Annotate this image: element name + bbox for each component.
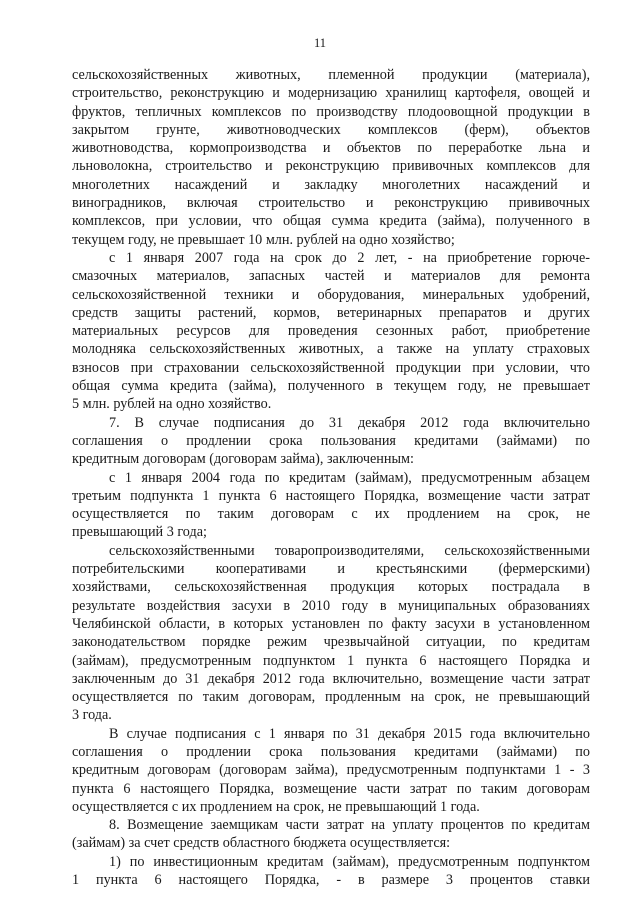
paragraph bbox=[72, 853, 590, 890]
text-line: превышающий 3 года; bbox=[72, 524, 207, 541]
text-line: В случае подписания с 1 января по 31 декабря 2015 года включительно bbox=[109, 725, 590, 742]
text-line: с 1 января 2007 года на срок до 2 лет, - на приобретение горюче- bbox=[109, 249, 590, 266]
text-line: молодняка сельскохозяйственных животных, а также на уплату страховых bbox=[72, 341, 590, 358]
paragraph bbox=[72, 66, 590, 249]
text-line: результате воздействия засухи в 2010 году в муниципальных образованиях bbox=[72, 597, 590, 614]
text-line: с 1 января 2004 года по кредитам (займам), предусмотренным абзацем bbox=[109, 469, 590, 486]
text-line: (займам), предусмотренным подпунктом 1 пункта 6 настоящего Порядка и bbox=[72, 652, 590, 669]
text-line: 3 года. bbox=[72, 707, 112, 724]
page-number: 11 bbox=[313, 36, 327, 50]
text-line: осуществляется по таким договорам, продленным на срок, не превышающий bbox=[72, 689, 590, 706]
text-line: Челябинской области, в которых установлен по факту засухи в установленном bbox=[72, 615, 590, 632]
text-line: сельскохозяйственных животных, племенной продукции (материала), bbox=[72, 67, 590, 83]
text-line: средств защиты растений, кормов, ветеринарных препаратов и других bbox=[72, 304, 590, 321]
text-line: строительство, реконструкцию и модернизацию хранилищ картофеля, овощей и bbox=[72, 85, 590, 102]
text-line: 7. В случае подписания до 31 декабря 2012 года включительно bbox=[109, 414, 590, 431]
text-line: льноволокна, строительство и реконструкцию прививочных комплексов для bbox=[72, 158, 590, 175]
text-line: осуществляется по таким договорам с их продлением на срок, не bbox=[72, 506, 590, 523]
text-line: виноградников, включая строительство и реконструкцию прививочных bbox=[72, 195, 590, 212]
text-line: сельскохозяйственными товаропроизводителями, сельскохозяйственными bbox=[109, 542, 590, 559]
text-line: соглашения о продлении срока пользования кредитами (займами) по bbox=[72, 432, 590, 449]
text-line: заключенным до 31 декабря 2012 года включительно, возмещение части затрат bbox=[72, 670, 590, 687]
text-line: законодательством порядке режим чрезвычайной ситуации, по кредитам bbox=[72, 634, 590, 651]
text-line: материальных ресурсов для проведения сезонных работ, приобретение bbox=[72, 323, 590, 340]
paragraph bbox=[72, 542, 590, 725]
text-line: сельскохозяйственной техники и оборудования, минеральных удобрений, bbox=[72, 286, 590, 303]
text-line: текущем году, не превышает 10 млн. рублей на одно хозяйство; bbox=[72, 231, 455, 248]
text-line: взносов при страховании сельскохозяйственной продукции при условии, что bbox=[72, 359, 590, 376]
paragraph bbox=[72, 816, 590, 853]
paragraph bbox=[72, 249, 590, 414]
text-line: 8. Возмещение заемщикам части затрат на уплату процентов по кредитам bbox=[109, 817, 590, 834]
text-line: пункта 6 настоящего Порядка, возмещение части затрат по таким договорам bbox=[72, 780, 590, 797]
text-line: кредитным договорам (договорам займа), заключенным: bbox=[72, 451, 414, 468]
text-line: соглашения о продлении срока пользования кредитами (займами) по bbox=[72, 743, 590, 760]
text-line: фруктов, тепличных комплексов по производству плодоовощной продукции в bbox=[72, 103, 590, 120]
text-line: животноводства, кормопроизводства и объектов по переработке льна и bbox=[72, 140, 590, 157]
text-line: (займам) за счет средств областного бюджета осуществляется: bbox=[72, 835, 451, 852]
paragraph bbox=[72, 469, 590, 542]
text-line: кредитным договорам (договорам займа), предусмотренным подпунктами 1 - 3 bbox=[72, 762, 590, 779]
paragraph bbox=[72, 414, 590, 469]
document-body bbox=[72, 66, 590, 889]
text-line: 1) по инвестиционным кредитам (займам), предусмотренным подпунктом bbox=[109, 853, 590, 870]
text-line: общая сумма кредита (займа), полученного в текущем году, не превышает bbox=[72, 378, 590, 395]
text-line: хозяйствами, сельскохозяйственная продукция которых пострадала в bbox=[72, 579, 590, 596]
text-line: осуществляется с их продлением на срок, не превышающий 1 года. bbox=[72, 798, 480, 815]
text-line: потребительскими кооперативами и крестьянскими (фермерскими) bbox=[72, 561, 590, 578]
text-line: 5 млн. рублей на одно хозяйство. bbox=[72, 396, 272, 413]
text-line: 1 пункта 6 настоящего Порядка, - в размере 3 процентов ставки bbox=[72, 872, 590, 889]
text-line: комплексов, при условии, что общая сумма кредита (займа), полученного в bbox=[72, 213, 590, 230]
text-line: смазочных материалов, запасных частей и материалов для ремонта bbox=[72, 268, 590, 285]
paragraph bbox=[72, 725, 590, 816]
text-line: третьим подпункта 1 пункта 6 настоящего Порядка, возмещение части затрат bbox=[72, 487, 590, 504]
text-line: закрытом грунте, животноводческих комплексов (ферм), объектов bbox=[72, 121, 590, 138]
text-line: многолетних насаждений и закладку многолетних насаждений и bbox=[72, 176, 590, 193]
